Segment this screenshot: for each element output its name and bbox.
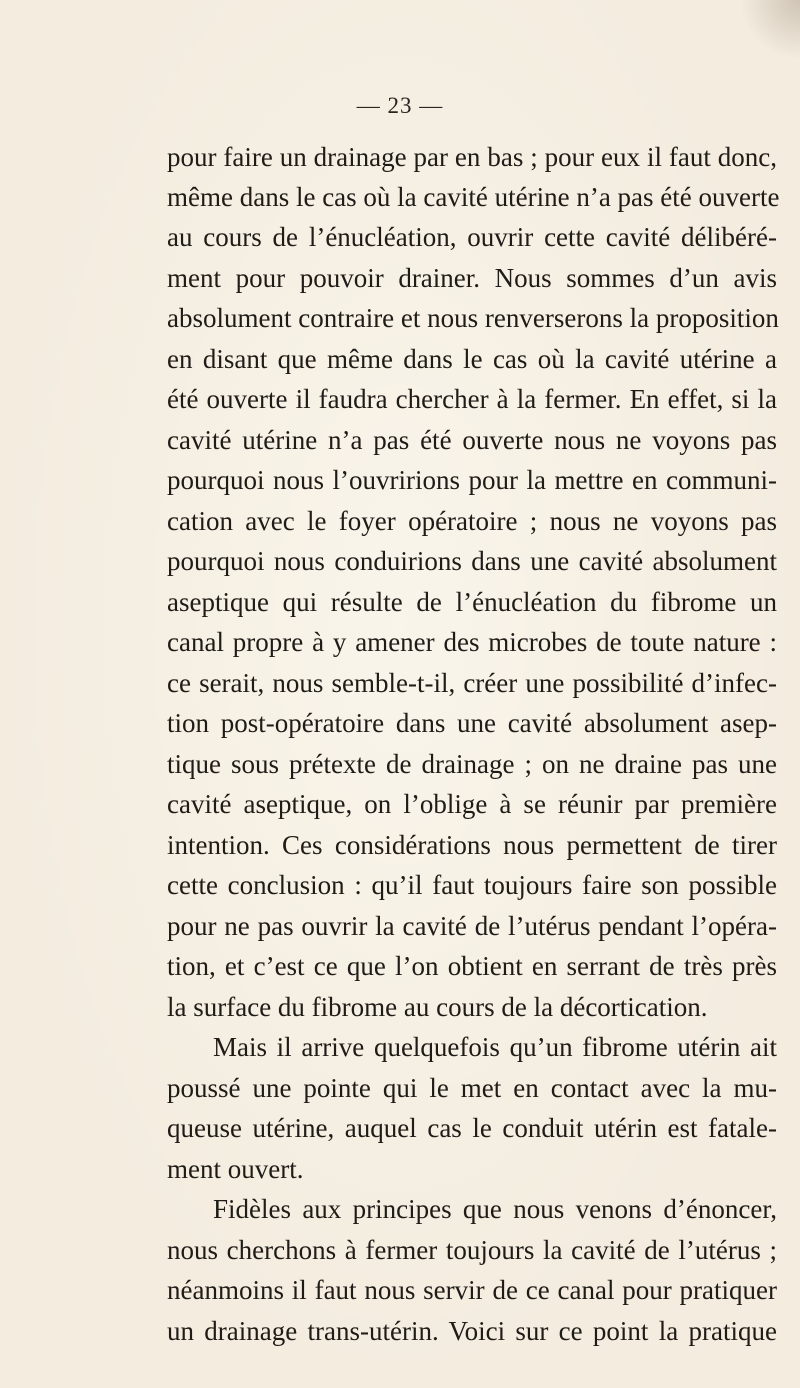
text-line: pourquoi nous conduirions dans une cavité absolument [167,546,777,576]
text-line: queuse utérine, auquel cas le conduit utérin est fatale- [167,1113,777,1143]
text-line: même dans le cas où la cavité utérine n’a pas été ouverte [167,182,780,212]
page-number: — 23 — [356,93,444,118]
text-line: poussé une pointe qui le met en contact avec la mu- [167,1073,777,1103]
text-line: été ouverte il faudra chercher à la fermer. En effet, si la [167,384,777,414]
text-line: Mais il arrive quelquefois qu’un fibrome utérin ait [213,1032,777,1062]
text-line: ce serait, nous semble-t-il, créer une possibilité d’infec- [167,668,777,698]
text-line: tion, et c’est ce que l’on obtient en serrant de très près [167,951,777,981]
text-line: ment pour pouvoir drainer. Nous sommes d’un avis [167,263,777,293]
text-line: la surface du fibrome au cours de la décortication. [167,992,708,1022]
text-line: pour ne pas ouvrir la cavité de l’utérus pendant l’opéra- [167,911,777,941]
text-line: un drainage trans-utérin. Voici sur ce point la pratique [167,1316,777,1346]
text-line: pourquoi nous l’ouvririons pour la mettre en communi- [167,465,777,495]
text-line: nous cherchons à fermer toujours la cavité de l’utérus ; [167,1235,777,1265]
text-line: cavité utérine n’a pas été ouverte nous ne voyons pas [167,425,777,455]
text-line: pour faire un drainage par en bas ; pour eux il faut donc, [167,142,777,172]
text-line: cette conclusion : qu’il faut toujours faire son possible [167,870,777,900]
text-line: cation avec le foyer opératoire ; nous ne voyons pas [167,506,777,536]
text-line: absolument contraire et nous renverserons la proposition [167,303,779,333]
text-line: au cours de l’énucléation, ouvrir cette cavité délibéré- [167,222,777,252]
text-line: néanmoins il faut nous servir de ce canal pour pratiquer [167,1275,777,1305]
text-line: canal propre à y amener des microbes de toute nature : [167,627,777,657]
text-line: Fidèles aux principes que nous venons d’énoncer, [213,1194,777,1224]
text-line: tion post-opératoire dans une cavité absolument asep- [167,708,777,738]
text-line: en disant que même dans le cas où la cavité utérine a [167,344,777,374]
text-line: aseptique qui résulte de l’énucléation du fibrome un [167,587,777,617]
text-line: tique sous prétexte de drainage ; on ne draine pas une [167,749,777,779]
text-line: ment ouvert. [167,1154,304,1184]
text-line: cavité aseptique, on l’oblige à se réunir par première [167,789,777,819]
page-corner-shadow [740,0,800,60]
text-line: intention. Ces considérations nous permettent de tirer [167,830,777,860]
